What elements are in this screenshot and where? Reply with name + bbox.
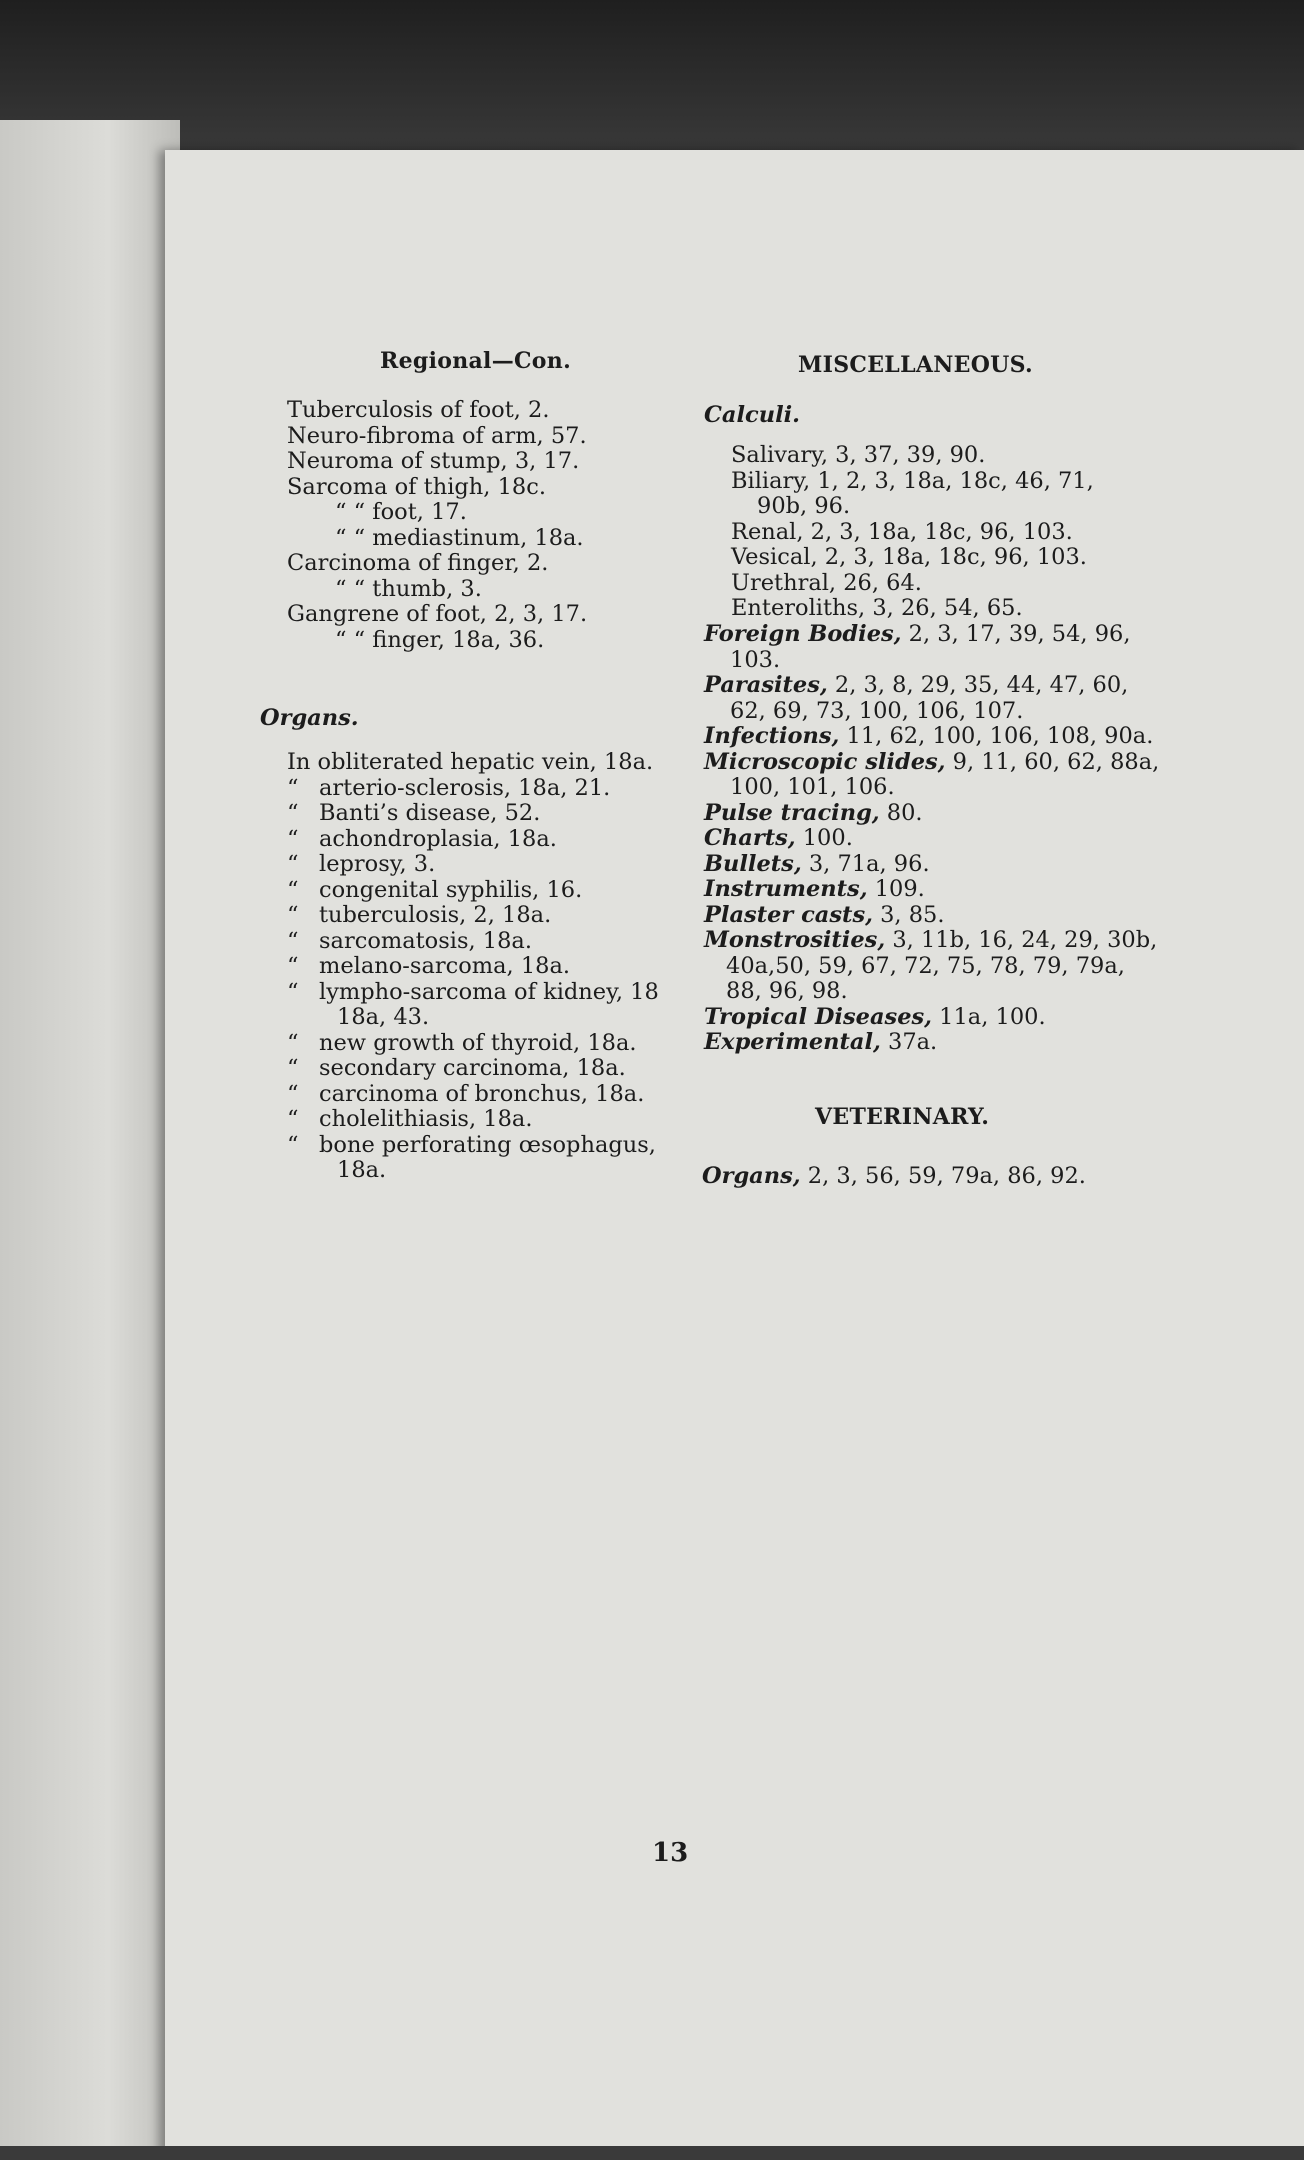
calculi-line: Salivary, 3, 37, 39, 90. [731,442,986,468]
organs-line: bone perforating œsophagus, [319,1131,656,1158]
regional-line: Neuroma of stump, 3, 17. [287,448,580,474]
entry-term: Instruments, [704,876,868,902]
regional-line: Gangrene of foot, 2, 3, 17. [287,601,588,627]
organs-list [287,750,687,1184]
entry-text: 3, 85. [872,901,945,928]
page-number: 13 [652,1838,689,1868]
entry-term: Pulse tracing, [704,799,880,826]
calculi-line: Enteroliths, 3, 26, 54, 65. [731,595,1023,621]
ditto-mark: “ [287,1055,299,1081]
miscellaneous-heading: MISCELLANEOUS. [798,352,1034,378]
calculi-line: Vesical, 2, 3, 18a, 18c, 96, 103. [731,544,1087,570]
ditto-mark: “ [287,1131,299,1158]
entry-text: 3, 11b, 16, 24, 29, 30b, [885,927,1158,953]
ditto-mark: “ [287,1106,299,1132]
organs-line: carcinoma of bronchus, 18a. [319,1080,645,1107]
entry-text: 100. [795,825,853,851]
organs-line: In obliterated hepatic vein, 18a. [287,749,654,775]
ditto-mark: “ [287,1080,299,1107]
entry-term: Parasites, [704,672,828,698]
entry-term: Monstrosities, [704,927,886,953]
entry-text: 9, 11, 60, 62, 88a, [945,748,1160,775]
regional-line: Carcinoma of finger, 2. [287,550,549,576]
organs-line: congenital syphilis, 16. [319,876,583,903]
veterinary-entry [702,1164,1086,1190]
regional-line: “ “ mediastinum, 18a. [335,524,584,551]
entry-text: 2, 3, 56, 59, 79a, 86, 92. [800,1163,1086,1189]
regional-line: Neuro-fibroma of arm, 57. [287,422,587,449]
ditto-mark: “ [287,978,299,1005]
entry-text: 11a, 100. [932,1003,1046,1030]
entry-term: Charts, [704,825,796,851]
misc-entries [704,622,1164,1056]
calculi-line: Renal, 2, 3, 18a, 18c, 96, 103. [731,518,1073,545]
calculi-line-continued: 90b, 96. [757,493,851,519]
organs-line: secondary carcinoma, 18a. [319,1055,626,1081]
organs-line-continued: 18a, 43. [337,1004,430,1030]
organs-line: tuberculosis, 2, 18a. [319,902,552,928]
ditto-mark: “ [287,953,299,979]
scan-bottom-band [0,2146,1304,2160]
entry-text: 109. [867,876,925,902]
entry-term: Infections, [704,723,840,749]
entry-text: 2, 3, 8, 29, 35, 44, 47, 60, [827,672,1129,698]
ditto-mark: “ [287,825,299,852]
regional-line: Sarcoma of thigh, 18c. [287,473,546,500]
veterinary-heading: VETERINARY. [815,1104,990,1130]
entry-term: Bullets, [704,850,802,877]
entry-term: Microscopic slides, [704,748,946,775]
calculi-line: Biliary, 1, 2, 3, 18a, 18c, 46, 71, [731,467,1094,494]
ditto-mark: “ [287,774,299,801]
ditto-mark: “ [287,902,299,928]
entry-continued: 40a,50, 59, 67, 72, 75, 78, 79, 79a, [726,952,1125,979]
entry-term: Tropical Diseases, [704,1003,933,1030]
organs-line: arterio-sclerosis, 18a, 21. [319,774,611,801]
organs-line: new growth of thyroid, 18a. [319,1029,637,1056]
regional-line: “ “ finger, 18a, 36. [335,626,545,653]
entry-text: 37a. [880,1029,938,1055]
regional-line: “ “ thumb, 3. [335,575,482,602]
calculi-subheading: Calculi. [704,402,801,428]
calculi-list [731,443,1171,622]
organs-line: cholelithiasis, 18a. [319,1106,533,1132]
entry-continued: 103. [730,646,781,673]
regional-list [287,398,687,653]
entry-continued: 88, 96, 98. [726,978,848,1004]
entry-text: 2, 3, 17, 39, 54, 96, [901,621,1131,647]
organs-line: lympho-sarcoma of kidney, 18 [319,978,659,1005]
entry-text: 80. [879,799,923,826]
regional-line: “ “ foot, 17. [335,499,467,525]
scan-top-band [0,0,1304,160]
organs-line-continued: 18a. [337,1157,387,1183]
ditto-mark: “ [287,1029,299,1056]
organs-line: achondroplasia, 18a. [319,825,557,852]
organs-subheading: Organs. [260,705,359,731]
calculi-line: Urethral, 26, 64. [731,569,922,596]
entry-term: Organs, [702,1163,801,1189]
organs-line: Banti’s disease, 52. [319,800,541,826]
organs-line: melano-sarcoma, 18a. [319,953,571,979]
organs-line: leprosy, 3. [319,851,436,877]
organs-line: sarcomatosis, 18a. [319,927,532,954]
ditto-mark: “ [287,876,299,903]
entry-term: Experimental, [704,1029,881,1055]
regional-line: Tuberculosis of foot, 2. [287,397,550,423]
entry-continued: 100, 101, 106. [730,774,895,800]
ditto-mark: “ [287,851,299,877]
ditto-mark: “ [287,800,299,826]
entry-term: Foreign Bodies, [704,621,902,647]
ditto-mark: “ [287,927,299,954]
entry-text: 11, 62, 100, 106, 108, 90a. [839,723,1154,749]
facing-page-edge [0,120,180,2160]
entry-continued: 62, 69, 73, 100, 106, 107. [730,697,1024,724]
entry-text: 3, 71a, 96. [801,850,930,877]
regional-heading: Regional—Con. [380,348,572,374]
entry-term: Plaster casts, [704,901,873,928]
